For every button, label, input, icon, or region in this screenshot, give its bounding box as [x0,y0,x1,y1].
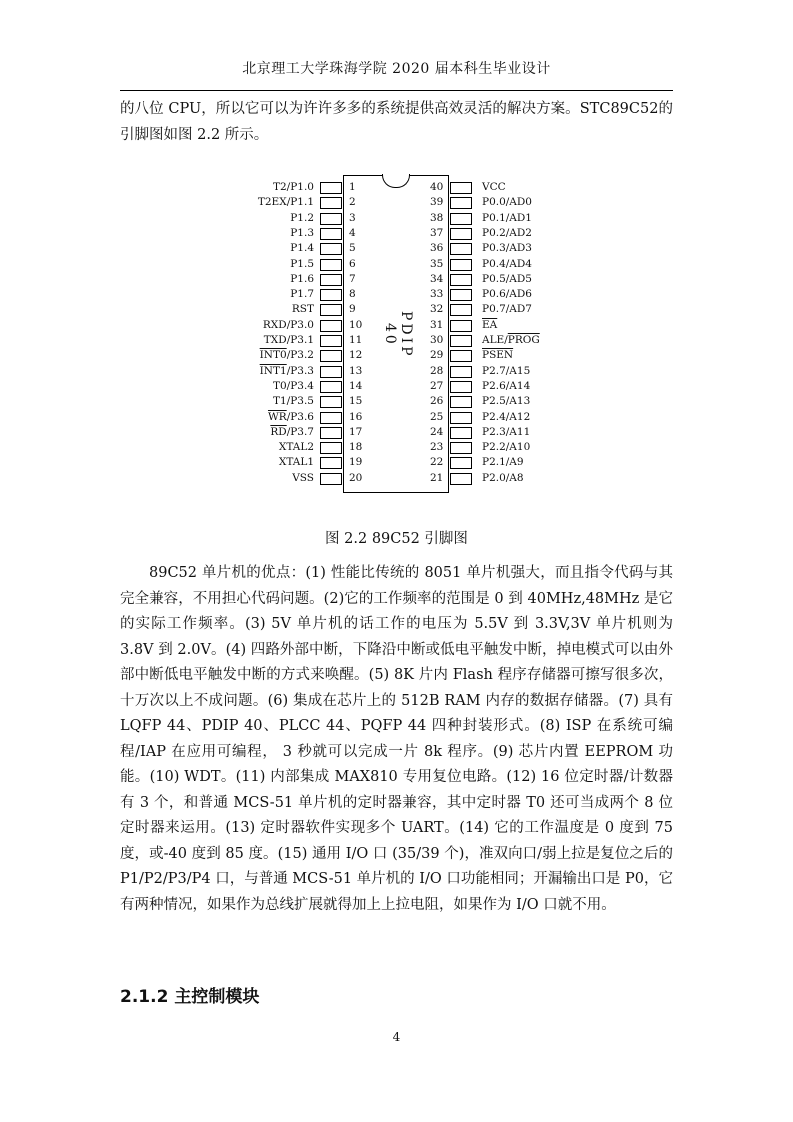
pin-name-right: $\overline{EA}$ [482,318,498,331]
figure-caption: 图 2.2 89C52 引脚图 [325,531,468,547]
pin-stub-right [450,427,472,439]
pin-name-right: P2.7/A15 [482,364,531,377]
pin-number-right: 29 [430,349,444,362]
pin-name-left: T2EX/P1.1 [257,196,314,209]
pin-name-left: P1.7 [290,288,314,301]
pin-stub-left [320,427,342,439]
pin-name-left: P1.6 [290,272,314,285]
pin-number-right: 33 [430,288,444,301]
pin-name-right: P2.0/A8 [482,471,524,484]
pin-name-left: XTAL2 [278,441,314,454]
pin-number-right: 36 [430,242,444,255]
pin-number-right: 35 [430,257,444,270]
pin-stub-left [320,228,342,240]
pin-stub-left [320,197,342,209]
pin-stub-left [320,366,342,378]
pin-number-left: 6 [349,257,356,270]
pin-stub-right [450,228,472,240]
pin-name-right: P0.0/AD0 [482,196,532,209]
pin-stub-right [450,350,472,362]
pin-name-right: VCC [482,181,506,193]
pin-number-right: 31 [430,318,444,331]
pin-number-left: 20 [349,471,363,484]
page-number: 4 [392,1030,401,1044]
chip-package-label: PDIP 40 [382,311,414,359]
pin-name-right: P0.3/AD3 [482,242,532,255]
pin-name-left: VSS [292,471,314,484]
pin-stub-right [450,412,472,424]
pin-name-right: P0.7/AD7 [482,303,532,316]
pin-name-right: P0.4/AD4 [482,257,532,270]
pin-stub-left [320,412,342,424]
pin-number-left: 14 [349,379,363,392]
pin-name-left: TXD/P3.1 [263,334,314,346]
pin-number-right: 23 [430,441,444,454]
pin-number-left: 9 [349,303,356,316]
pin-number-left: 19 [349,456,363,469]
pin-stub-left [320,243,342,255]
pin-stub-right [450,457,472,469]
pin-name-left: P1.3 [290,226,314,239]
pin-stub-left [320,442,342,454]
pin-name-right: P2.1/A9 [482,456,524,469]
pin-stub-left [320,259,342,271]
pin-number-left: 4 [349,226,356,239]
pin-number-left: 17 [349,425,363,438]
pin-name-left: P1.2 [290,211,314,224]
pin-name-right: P0.2/AD2 [482,226,532,239]
pin-stub-left [320,213,342,225]
pin-number-right: 26 [430,395,444,408]
pin-name-right: P2.4/A12 [482,410,531,423]
pin-number-right: 30 [430,334,444,346]
pin-number-right: 28 [430,364,444,377]
pin-stub-left [320,457,342,469]
section-heading: 2.1.2 主控制模块 [120,987,260,1007]
pin-stub-right [450,259,472,271]
pin-name-right: ALE/PROG [482,334,540,346]
pin-name-left: P1.4 [290,242,314,255]
pin-number-left: 12 [349,349,363,362]
pin-stub-right [450,182,472,194]
pin-name-left: RST [291,303,314,316]
pin-stub-left [320,335,342,347]
pin-name-left: XTAL1 [278,456,314,469]
pin-stub-left [320,182,342,194]
pin-stub-right [450,320,472,332]
pin-name-left: $\overline{RD}/P3.7$ [270,425,314,438]
pin-number-left: 15 [349,395,363,408]
pin-number-right: 22 [430,456,444,469]
pin-name-left: T2/P1.0 [273,181,314,193]
pin-stub-right [450,442,472,454]
pin-stub-right [450,304,472,316]
pin-stub-right [450,243,472,255]
pin-stub-left [320,473,342,485]
pin-name-right: P2.2/A10 [482,441,531,454]
pin-number-right: 21 [430,471,444,484]
pin-number-left: 2 [349,196,356,209]
pin-stub-right [450,213,472,225]
pin-stub-left [320,396,342,408]
pin-number-right: 37 [430,226,444,239]
pin-name-right: P0.1/AD1 [482,211,532,224]
pin-name-left: RXD/P3.0 [262,318,314,331]
body-paragraph: 89C52 单片机的优点：(1) 性能比传统的 8051 单片机强大，而且指令代码与其完全兼容，不用担心代码问题。(2)它的工作频率的范围是 0 到 40MHz,48MHz 是它的实际工作频率。(3) 5V 单片机的话工作的电压为 5.5V 到 3.3V,3V 单片机则为 3.8V 到 2.0V。(4) 四路外部中断，下降沿中断或低电平触发中断，掉电模式可以由外部中断低电平触发中断的方式来唤醒。(5) 8K 片内 Flash 程序存储器可擦写很多次，十万次以上不成问题。(6) 集成在芯片上的 512B RAM 内存的数据存储器。(7) 具有 LQFP 44、PDIP 40、PLCC 44、PQFP 44 四种封装形式。(8) ISP 在系统可编程/IAP 在应用可编程， 3 秒就可以完成一片 8k 程序。(9) 芯片内置 EEPROM 功能。(10) WDT。(11) 内部集成 MAX810 专用复位电路。(12) 16 位定时器/计数器有 3 个，和普通 MCS-51 单片机的定时器兼容，其中定时器 T0 还可当成两个 8 位定时器来运用。(13) 定时器软件实现多个 UART。(14) 它的工作温度是 0 度到 75 度，或-40 度到 85 度。(15) 通用 I/O 口 (35/39 个)，准双向口/弱上拉是复位之后的 P1/P2/P3/P4 口，与普通 MCS-51 单片机的 I/O 口功能相同；开漏输出口是 P0，它有两种情况，如果作为总线扩展就得加上上拉电阻，如果作为 I/O 口就不用。 [120,565,673,913]
pin-number-right: 34 [430,272,444,285]
pin-stub-left [320,320,342,332]
pin-number-left: 8 [349,288,356,301]
page-header: 北京理工大学珠海学院 2020 届本科生毕业设计 [242,61,551,77]
pin-name-left: INT1/P3.3 [259,364,314,377]
pin-name-left: T1/P3.5 [273,395,314,408]
pin-name-right: P2.5/A13 [482,395,531,408]
pin-name-left: T0/P3.4 [273,379,314,392]
pin-number-right: 25 [430,410,444,423]
pin-number-left: 5 [349,242,356,255]
pin-number-right: 38 [430,211,444,224]
pin-number-right: 40 [430,181,444,193]
pin-number-left: 3 [349,211,356,224]
pin-number-left: 7 [349,272,356,285]
pin-stub-right [450,274,472,286]
pin-stub-left [320,304,342,316]
pin-number-left: 18 [349,441,363,454]
intro-paragraph: 的八位 CPU，所以它可以为许许多多的系统提供高效灵活的解决方案。STC89C52的引脚图如图 2.2 所示。 [120,101,673,143]
pin-number-right: 24 [430,425,444,438]
pin-stub-right [450,289,472,301]
pin-stub-right [450,335,472,347]
pin-name-right: P0.6/AD6 [482,288,532,301]
pin-stub-right [450,381,472,393]
pin-number-left: 13 [349,364,363,377]
pin-stub-left [320,274,342,286]
header-rule [120,90,673,91]
pin-name-right: PSEN [482,349,514,362]
pin-number-left: 11 [349,334,363,346]
pin-name-right: P2.3/A11 [482,425,531,438]
pin-number-right: 32 [430,303,444,316]
pin-stub-left [320,350,342,362]
pin-stub-right [450,197,472,209]
pin-stub-right [450,366,472,378]
pin-stub-right [450,396,472,408]
pin-stub-left [320,381,342,393]
pin-number-right: 39 [430,196,444,209]
pin-number-right: 27 [430,379,444,392]
pin-name-right: P2.6/A14 [482,379,531,392]
pin-name-left: P1.5 [290,257,314,270]
pin-name-left: $\overline{WR}/P3.6$ [267,410,314,423]
pin-name-right: P0.5/AD5 [482,272,532,285]
pin-stub-left [320,289,342,301]
pin-number-left: 16 [349,410,363,423]
pin-number-left: 1 [349,181,356,193]
pin-name-left: INT0/P3.2 [259,349,314,362]
pin-number-left: 10 [349,318,363,331]
pin-stub-right [450,473,472,485]
